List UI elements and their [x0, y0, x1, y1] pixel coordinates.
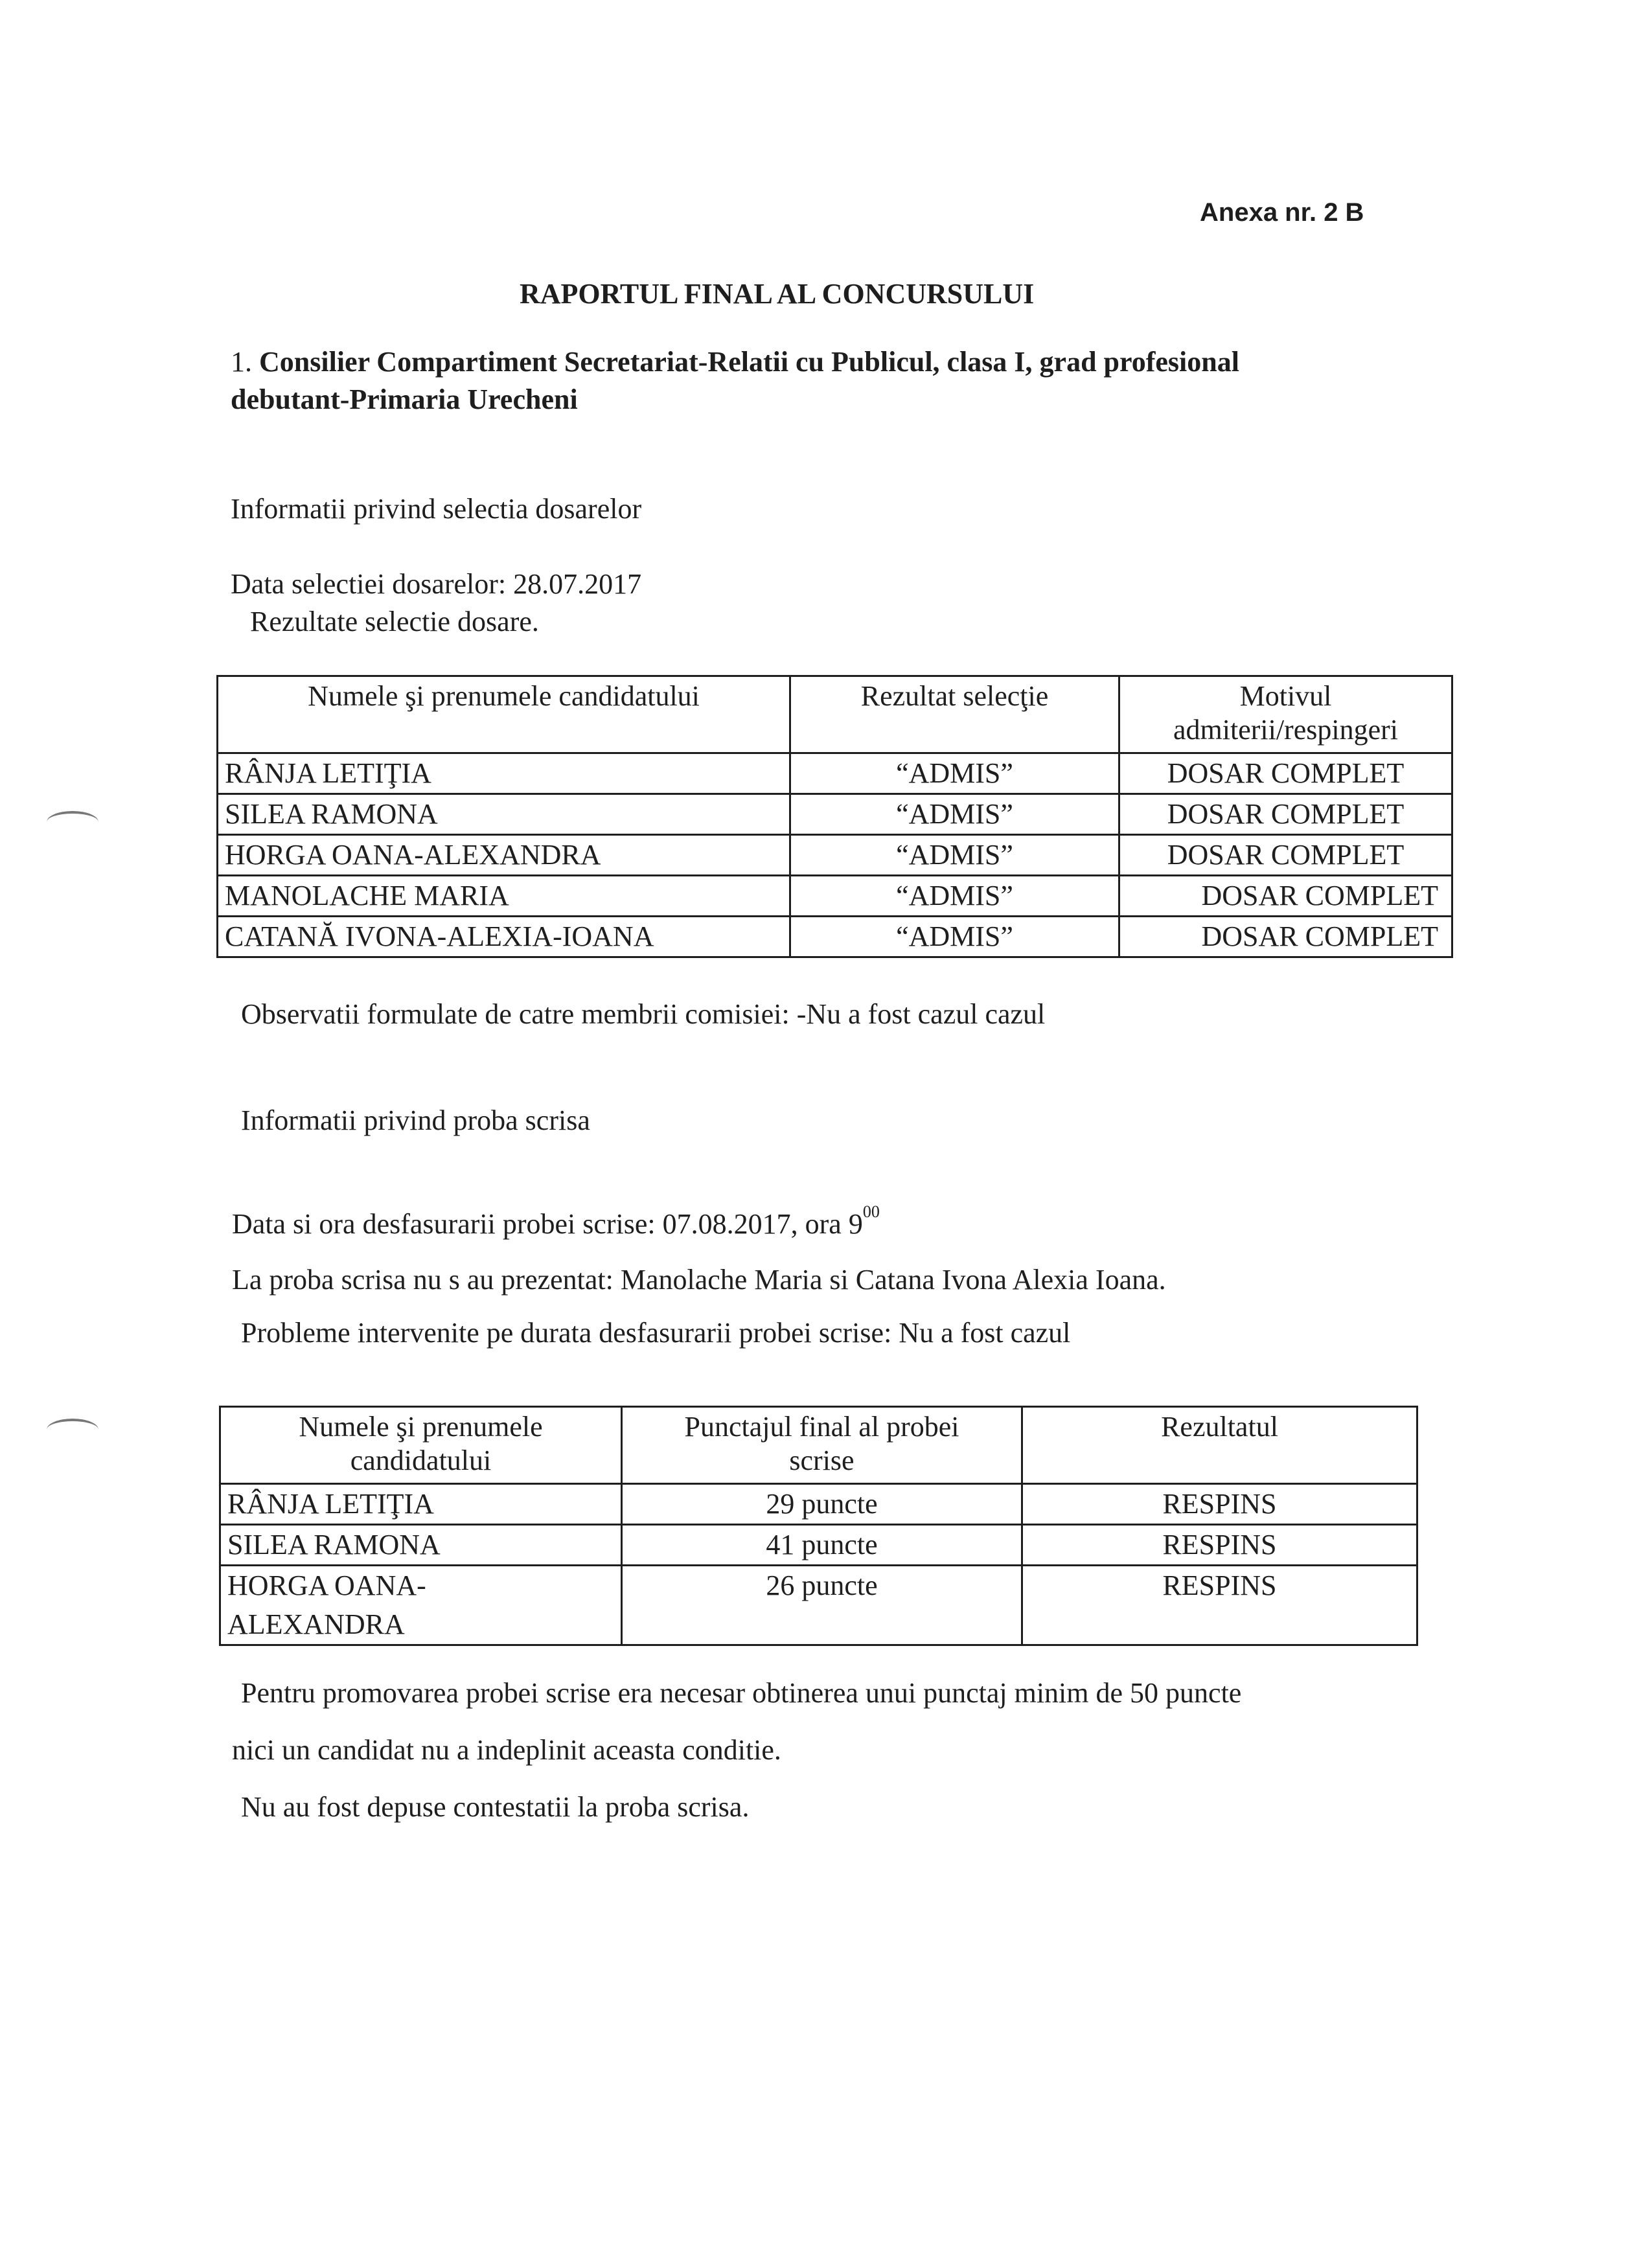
selection-result: “ADMIS” — [790, 794, 1119, 835]
table-row — [218, 753, 1452, 794]
final-score: 41 puncte — [622, 1525, 1022, 1566]
commission-observations: Observatii formulate de catre membrii comisiei: -Nu a fost cazul cazul — [241, 998, 1046, 1030]
header-reason: Motivul admiterii/respingeri — [1119, 676, 1452, 753]
selection-reason: DOSAR COMPLET — [1119, 753, 1452, 794]
header-result: Rezultatul — [1022, 1407, 1417, 1484]
position-heading — [231, 343, 1239, 418]
table-row — [220, 1525, 1417, 1566]
closing-line-3: Nu au fost depuse contestatii la proba scrisa. — [241, 1791, 750, 1823]
selection-reason: DOSAR COMPLET — [1119, 917, 1452, 957]
table-row — [220, 1566, 1417, 1645]
table-header-row — [220, 1407, 1417, 1484]
selection-result: “ADMIS” — [790, 753, 1119, 794]
candidate-name: RÂNJA LETIŢIA — [218, 753, 790, 794]
candidate-name: HORGA OANA-ALEXANDRA — [220, 1566, 622, 1645]
selection-result: “ADMIS” — [790, 876, 1119, 917]
candidate-name: SILEA RAMONA — [218, 794, 790, 835]
selection-reason: DOSAR COMPLET — [1119, 794, 1452, 835]
candidate-name: HORGA OANA-ALEXANDRA — [218, 835, 790, 876]
written-test-table — [219, 1406, 1418, 1646]
table-row — [218, 917, 1452, 957]
selection-reason: DOSAR COMPLET — [1119, 876, 1452, 917]
candidate-name: MANOLACHE MARIA — [218, 876, 790, 917]
header-final-score: Punctajul final al probei scrise — [622, 1407, 1022, 1484]
test-result: RESPINS — [1022, 1566, 1417, 1645]
written-test-info: Informatii privind proba scrisa — [241, 1104, 590, 1136]
punch-hole-mark-top — [47, 811, 98, 833]
table-header-row — [218, 676, 1452, 753]
final-score: 26 puncte — [622, 1566, 1022, 1645]
document-title: RAPORTUL FINAL AL CONCURSULUI — [520, 278, 1035, 310]
written-test-date — [232, 1202, 880, 1240]
written-test-problems: Probleme intervenite pe durata desfasurarii probei scrise: Nu a fost cazul — [241, 1317, 1071, 1349]
candidate-name: RÂNJA LETIŢIA — [220, 1484, 622, 1525]
candidate-name: SILEA RAMONA — [220, 1525, 622, 1566]
position-number: 1. — [231, 346, 252, 378]
candidate-name: CATANĂ IVONA-ALEXIA-IOANA — [218, 917, 790, 957]
header-candidate-name: Numele şi prenumele candidatului — [218, 676, 790, 753]
test-result: RESPINS — [1022, 1525, 1417, 1566]
closing-line-2: nici un candidat nu a indeplinit aceasta conditie. — [232, 1734, 781, 1766]
test-result: RESPINS — [1022, 1484, 1417, 1525]
table-row — [220, 1484, 1417, 1525]
closing-line-1: Pentru promovarea probei scrise era necesar obtinerea unui punctaj minim de 50 puncte — [241, 1677, 1242, 1709]
table-row — [218, 794, 1452, 835]
punch-hole-mark-bottom — [47, 1419, 98, 1441]
position-line-2: debutant-Primaria Urecheni — [231, 383, 578, 415]
absent-candidates: La proba scrisa nu s au prezentat: Manolache Maria si Catana Ivona Alexia Ioana. — [232, 1264, 1166, 1296]
header-candidate-name: Numele şi prenumele candidatului — [220, 1407, 622, 1484]
selection-result: “ADMIS” — [790, 835, 1119, 876]
dossier-results-label: Rezultate selectie dosare. — [250, 606, 539, 637]
written-test-date-text: Data si ora desfasurarii probei scrise: 07.08.2017, ora 9 — [232, 1208, 863, 1240]
dossier-selection-info: Informatii privind selectia dosarelor — [231, 493, 642, 525]
written-test-hour-superscript: 00 — [862, 1202, 880, 1221]
annex-label: Anexa nr. 2 B — [1200, 198, 1364, 227]
dossier-selection-date: Data selectiei dosarelor: 28.07.2017 — [231, 568, 642, 600]
position-line-1: Consilier Compartiment Secretariat-Relatii cu Publicul, clasa I, grad profesional — [259, 346, 1239, 378]
table-row — [218, 876, 1452, 917]
selection-result: “ADMIS” — [790, 917, 1119, 957]
dossier-selection-table — [216, 675, 1453, 958]
final-score: 29 puncte — [622, 1484, 1022, 1525]
header-selection-result: Rezultat selecţie — [790, 676, 1119, 753]
table-row — [218, 835, 1452, 876]
selection-reason: DOSAR COMPLET — [1119, 835, 1452, 876]
